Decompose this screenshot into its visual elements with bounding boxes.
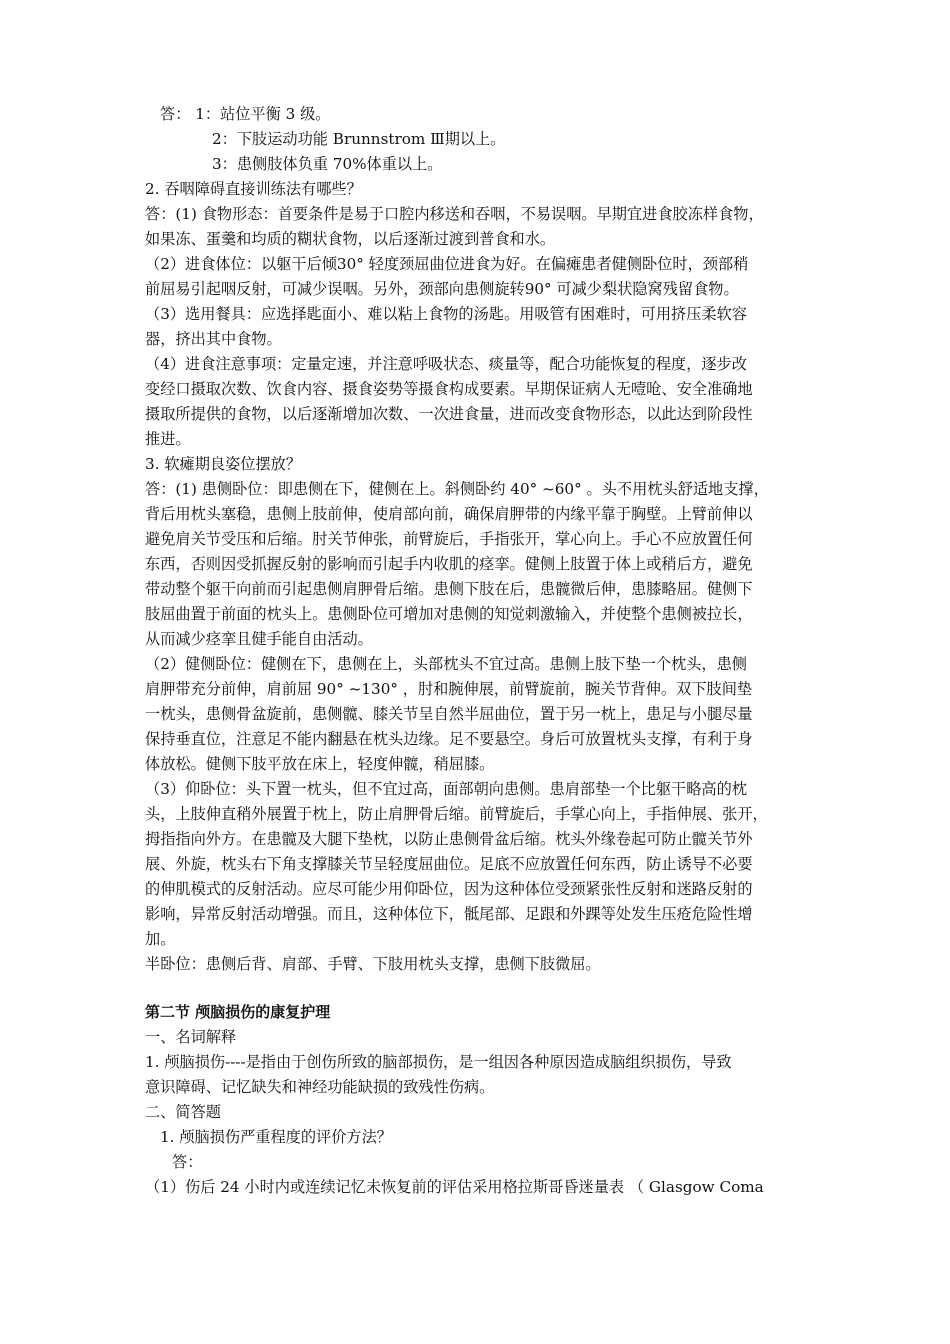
text-line: 意识障碍、记忆缺失和神经功能缺损的致残性伤病。: [145, 1078, 495, 1096]
text-line: 展、外旋，枕头右下角支撑膝关节呈轻度屈曲位。足底不应放置任何东西，防止诱导不必要: [145, 855, 753, 873]
text-line: 从而减少痉挛且健手能自由活动。: [145, 630, 373, 648]
text-line: （2）进食体位：以躯干后倾30° 轻度颈屈曲位进食为好。在偏瘫患者健侧卧位时，颈部稍: [145, 255, 749, 273]
text-line: 一枕头，患侧骨盆旋前，患侧髋、膝关节呈自然半屈曲位，置于另一枕上，患足与小腿尽量: [145, 705, 753, 723]
text-line: 影响，异常反射活动增强。而且，这种体位下，骶尾部、足跟和外踝等处发生压疮危险性增: [145, 905, 753, 923]
text-line: （3）选用餐具：应选择匙面小、难以粘上食物的汤匙。用吸管有困难时，可用挤压柔软容: [145, 305, 747, 323]
text-line: 保持垂直位，注意足不能内翻悬在枕头边缘。足不要悬空。身后可放置枕头支撑，有利于身: [145, 730, 753, 748]
text-line: 二、简答题: [145, 1103, 221, 1121]
text-line: 避免肩关节受压和后缩。肘关节伸张，前臂旋后，手指张开，掌心向上。手心不应放置任何: [145, 530, 753, 548]
text-line: 带动整个躯干向前而引起患侧肩胛骨后缩。患侧下肢在后，患髋微后伸，患膝略屈。健侧下: [145, 580, 753, 598]
text-line: 加。: [145, 930, 176, 948]
text-line: 1. 颅脑损伤----是指由于创伤所致的脑部损伤，是一组因各种原因造成脑组织损伤，导致: [145, 1053, 732, 1071]
text-line: 前屈易引起咽反射，可减少误咽。另外，颈部向患侧旋转90° 可减少梨状隐窝残留食物。: [145, 280, 739, 298]
text-line: 摄取所提供的食物，以后逐渐增加次数、一次进食量，进而改变食物形态，以此达到阶段性: [145, 405, 753, 423]
text-line: 答：: [172, 1153, 203, 1171]
text-line: 推进。: [145, 430, 191, 448]
text-line: （2）健侧卧位：健侧在下，患侧在上，头部枕头不宜过高。患侧上肢下垫一个枕头，患侧: [145, 655, 747, 673]
text-line: 变经口摄取次数、饮食内容、摄食姿势等摄食构成要素。早期保证病人无噎呛、安全准确地: [145, 380, 753, 398]
text-line: 的伸肌模式的反射活动。应尽可能少用仰卧位，因为这种体位受颈紧张性反射和迷路反射的: [145, 880, 753, 898]
text-line: 答： 1：站位平衡 3 级。: [160, 105, 331, 123]
text-line: 体放松。健侧下肢平放在床上，轻度伸髋，稍屈膝。: [145, 755, 495, 773]
text-line: 肩胛带充分前伸，肩前屈 90° ~130° ，肘和腕伸展，前臂旋前，腕关节背伸。双下肢间垫: [145, 680, 753, 698]
text-line: 1. 颅脑损伤严重程度的评价方法？: [160, 1128, 392, 1146]
text-line: 答：(1) 患侧卧位：即患侧在下，健侧在上。斜侧卧约 40° ~60° 。头不用枕头舒适地支撑，: [145, 480, 769, 498]
text-line: （4）进食注意事项：定量定速，并注意呼吸状态、痰量等，配合功能恢复的程度，逐步改: [145, 355, 747, 373]
text-line: 东西，否则因受抓握反射的影响而引起手内收肌的痉挛。健侧上肢置于体上或稍后方，避免: [145, 555, 753, 573]
text-line: 拇指指向外方。在患髋及大腿下垫枕，以防止患侧骨盆后缩。枕头外缘卷起可防止髋关节外: [145, 830, 753, 848]
section-heading: 第二节 颅脑损伤的康复护理: [145, 1003, 331, 1021]
text-line: （3）仰卧位：头下置一枕头，但不宜过高，面部朝向患侧。患肩部垫一个比躯干略高的枕: [145, 780, 747, 798]
text-line: 如果冻、蛋羹和均质的糊状食物，以后逐渐过渡到普食和水。: [145, 230, 556, 248]
text-line: 肢屈曲置于前面的枕头上。患侧卧位可增加对患侧的知觉刺激输入，并使整个患侧被拉长，: [145, 605, 753, 623]
text-line: 背后用枕头塞稳，患侧上肢前伸，使肩部向前，确保肩胛带的内缘平靠于胸壁。上臂前伸以: [145, 505, 753, 523]
text-line: 器，挤出其中食物。: [145, 330, 282, 348]
text-line: （1）伤后 24 小时内或连续记忆未恢复前的评估采用格拉斯哥昏迷量表 （ Glasgow Coma: [145, 1178, 764, 1196]
text-line: 一、名词解释: [145, 1028, 237, 1046]
text-line: 答：(1) 食物形态：首要条件是易于口腔内移送和吞咽，不易误咽。早期宜进食胶冻样食物，: [145, 205, 764, 223]
text-line: 2：下肢运动功能 Brunnstrom Ⅲ期以上。: [212, 130, 506, 148]
text-line: 2. 吞咽障碍直接训练法有哪些？: [145, 180, 362, 198]
text-line: 头，上肢伸直稍外展置于枕上，防止肩胛骨后缩。前臂旋后，手掌心向上，手指伸展、张开，: [145, 805, 768, 823]
text-line: 3. 软瘫期良姿位摆放？: [145, 455, 302, 473]
text-line: 3：患侧肢体负重 70%体重以上。: [212, 155, 443, 173]
text-line: 半卧位：患侧后背、肩部、手臂、下肢用枕头支撑，患侧下肢微屈。: [145, 955, 601, 973]
